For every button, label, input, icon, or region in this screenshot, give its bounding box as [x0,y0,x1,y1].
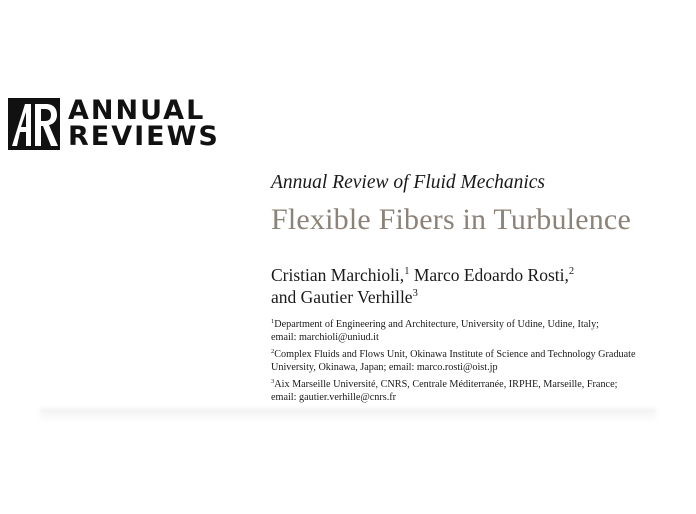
paper-title: Flexible Fibers in Turbulence [271,203,631,236]
affil-line: Department of Engineering and Architecture, University of Udine, Udine, Italy; [274,319,600,330]
author-affil-marker: 1 [404,266,410,277]
ar-logo-mark-icon [8,98,60,150]
affil-line: Aix Marseille Université, CNRS, Centrale Méditerranée, IRPHE, Marseille, France; [274,378,618,390]
author-affil-marker: 3 [412,288,418,299]
affiliation-list [271,318,691,408]
affil-marker: 2 [271,347,275,355]
logo-wordmark [68,95,220,152]
author-name: Cristian Marchioli, [271,265,405,285]
affil-marker: 1 [271,318,275,325]
affil-line: email: marchioli@uniud.it [271,332,379,344]
author-name: Marco Edoardo Rosti, [413,265,569,285]
journal-name: Annual Review of Fluid Mechanics [271,172,546,193]
author-line-1 [271,264,574,286]
affiliation-item [271,318,691,344]
author-name: and Gautier Verhille [271,287,413,307]
affiliation-item [271,378,691,404]
affil-marker: 3 [271,377,275,385]
author-affil-marker: 2 [568,266,575,277]
page-edge-shadow [40,408,656,422]
affil-line: email: gautier.verhille@cnrs.fr [271,392,397,404]
author-line-2 [271,286,574,308]
affil-line: Complex Fluids and Flows Unit, Okinawa Institute of Science and Technology Graduate [274,348,636,360]
logo-word-reviews: REVIEWS [68,121,220,152]
logo-word-annual: ANNUAL [68,95,206,126]
annual-reviews-logo [8,95,220,152]
affiliation-item [271,348,691,374]
author-list [271,264,574,308]
affil-line: University, Okinawa, Japan; email: marco.rosti@oist.jp [271,362,498,374]
